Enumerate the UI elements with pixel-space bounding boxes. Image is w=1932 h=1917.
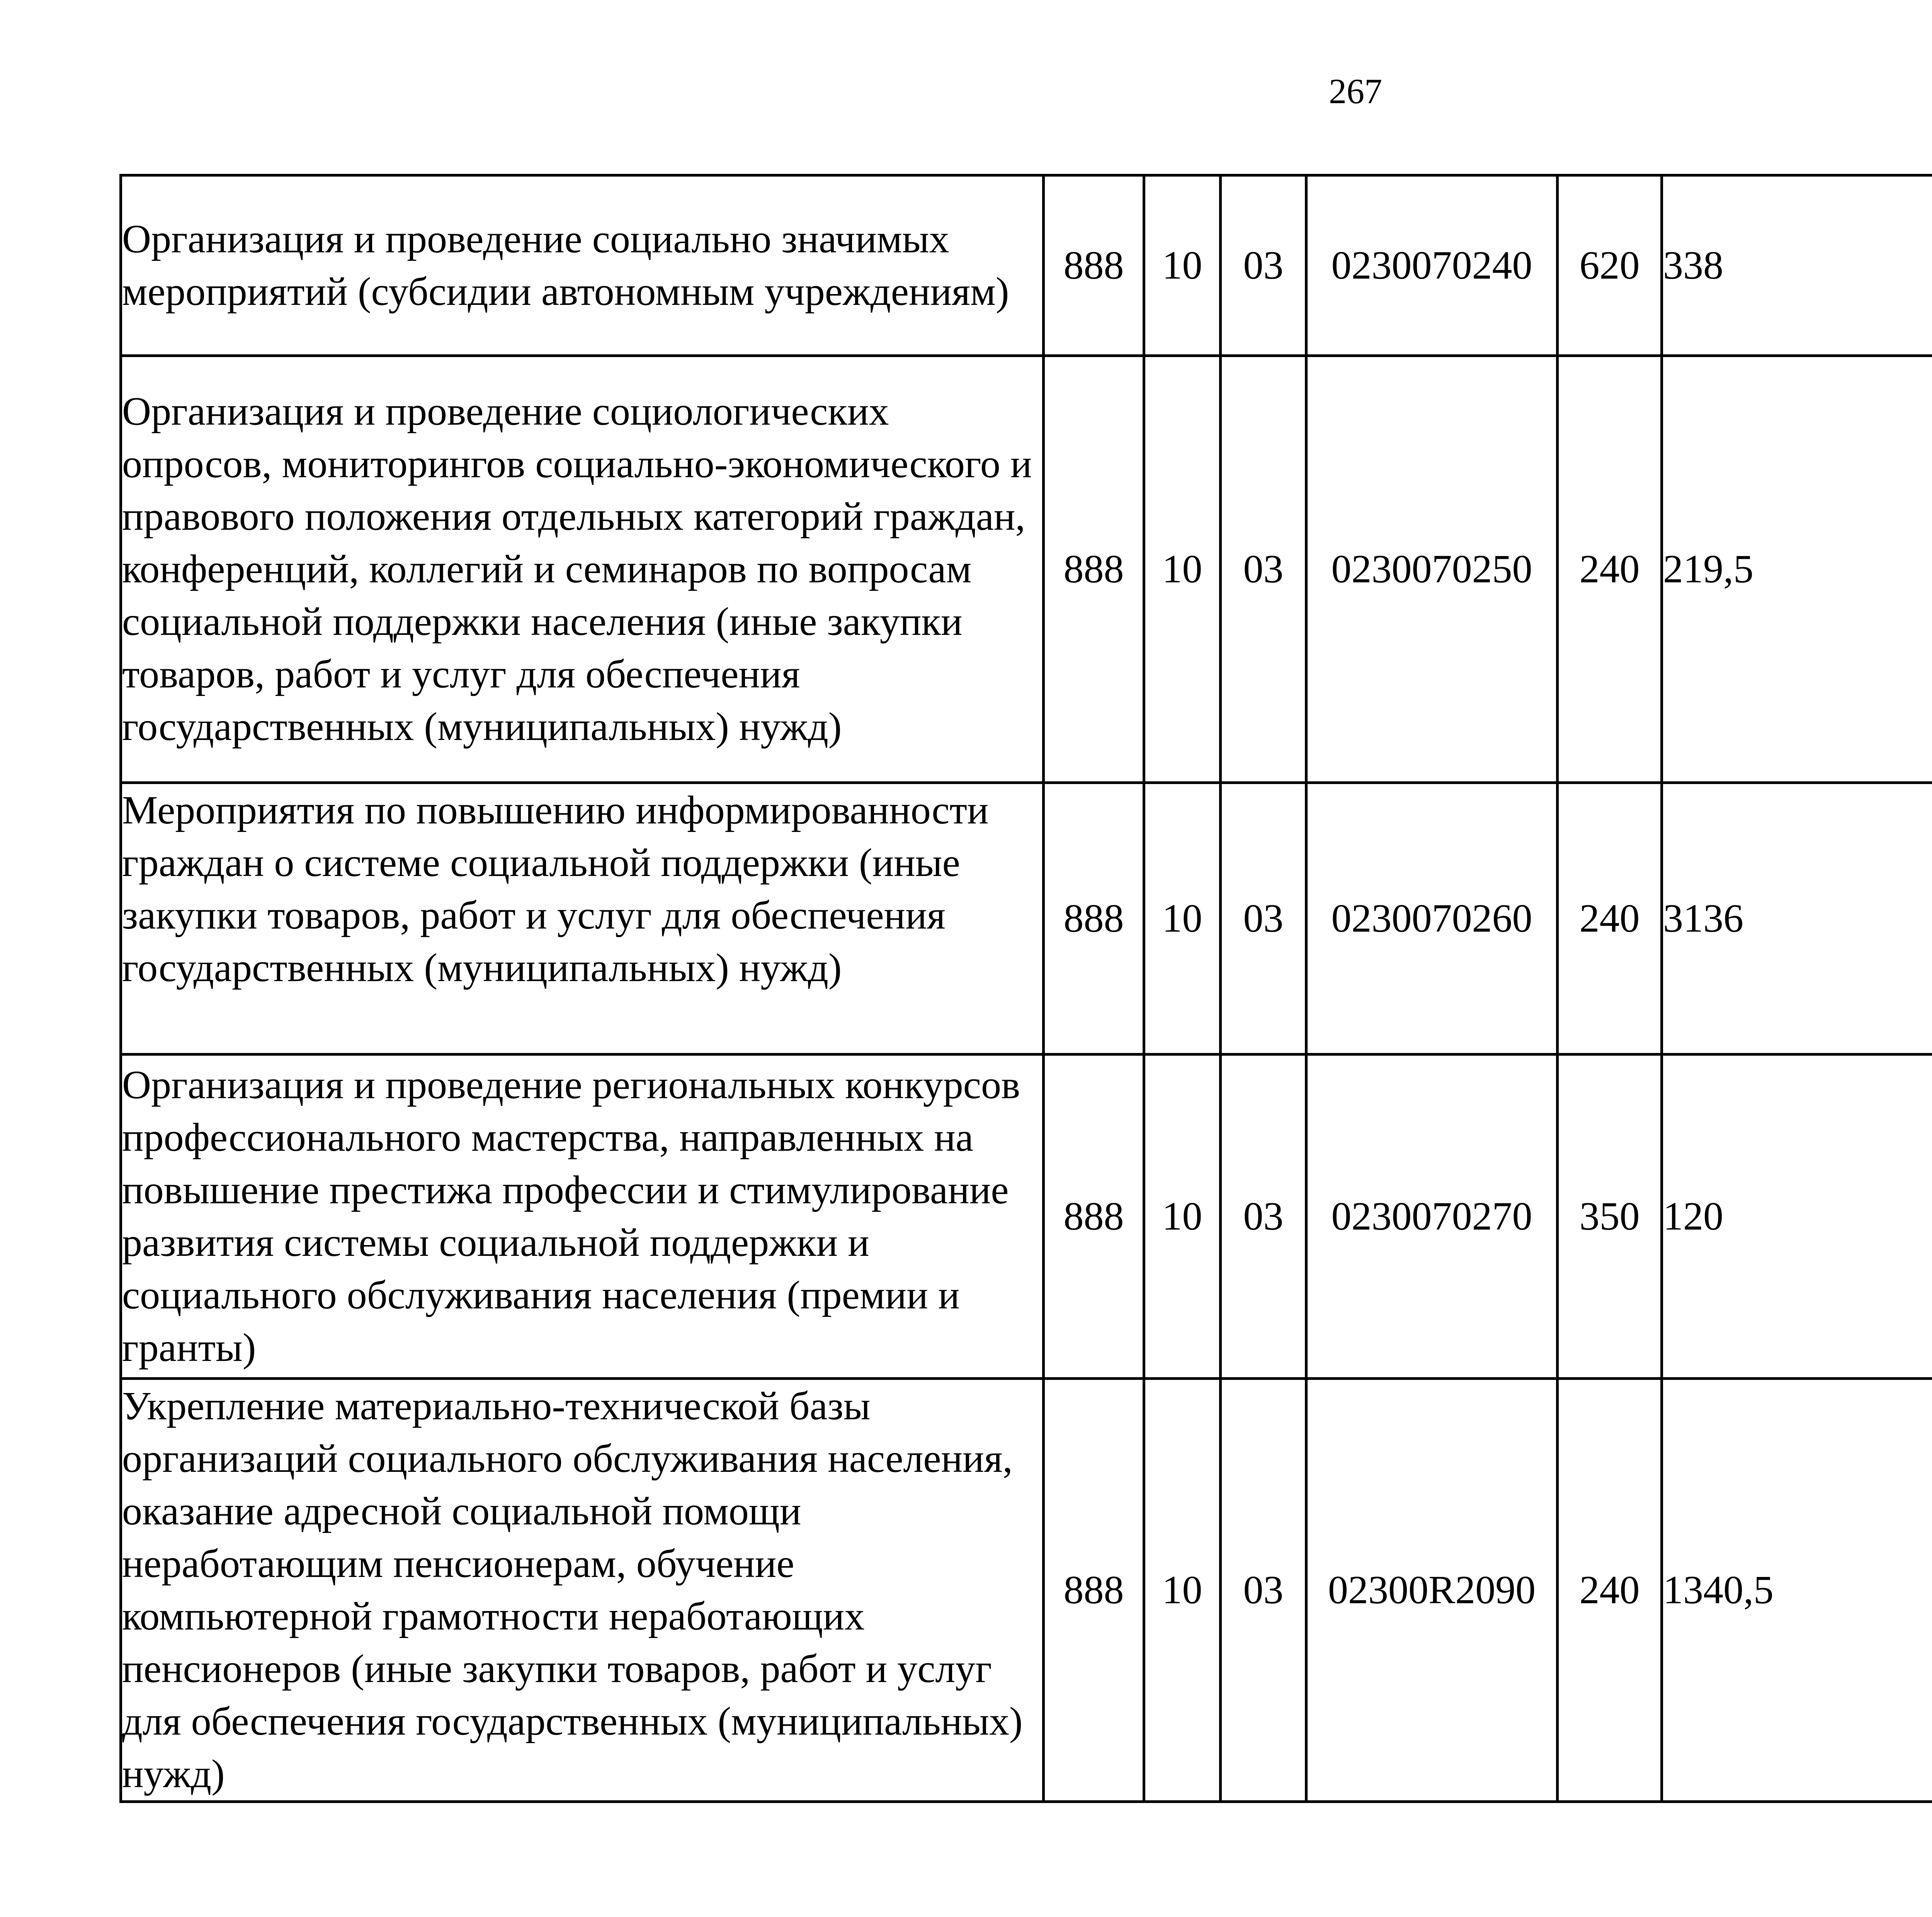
section-code: 10 (1144, 1379, 1221, 1802)
ministry-code: 888 (1044, 175, 1144, 356)
expense-type-code: 240 (1558, 783, 1662, 1055)
target-article-code: 0230070270 (1306, 1055, 1558, 1379)
section-code: 10 (1144, 175, 1221, 356)
amount-year-1: 338 (1662, 175, 1932, 356)
expense-type-code: 240 (1558, 356, 1662, 783)
target-article-code: 0230070250 (1306, 356, 1558, 783)
table-row (121, 356, 1932, 783)
subsection-code: 03 (1221, 783, 1306, 1055)
section-code: 10 (1144, 356, 1221, 783)
budget-table (119, 174, 1932, 1803)
page-number: 267 (1329, 71, 1382, 111)
ministry-code: 888 (1044, 356, 1144, 783)
expense-type-code: 350 (1558, 1055, 1662, 1379)
table-row (121, 783, 1932, 1055)
table-row (121, 175, 1932, 356)
expense-type-code: 240 (1558, 1379, 1662, 1802)
section-code: 10 (1144, 783, 1221, 1055)
row-description: Организация и проведение социально значимых мероприятий (субсидии автономным учреждениям) (121, 175, 1044, 356)
ministry-code: 888 (1044, 1055, 1144, 1379)
target-article-code: 0230070260 (1306, 783, 1558, 1055)
ministry-code: 888 (1044, 1379, 1144, 1802)
row-description: Организация и проведение социологических опросов, мониторингов социально-экономического и правового положения отдельных категорий граждан, конференций, коллегий и семинаров по вопросам социальной поддержки населения (иные закупки товаров, работ и услуг для обеспечения государственных (муниципальных) нужд) (121, 356, 1044, 783)
section-code: 10 (1144, 1055, 1221, 1379)
subsection-code: 03 (1221, 1055, 1306, 1379)
target-article-code: 0230070240 (1306, 175, 1558, 356)
expense-type-code: 620 (1558, 175, 1662, 356)
amount-year-1: 1340,5 (1662, 1379, 1932, 1802)
amount-year-1: 219,5 (1662, 356, 1932, 783)
row-description: Укрепление материально-технической базы организаций социального обслуживания населения, оказание адресной социальной помощи неработающим пенсионерам, обучение компьютерной грамотности неработающих пенсионеров (иные закупки товаров, работ и услуг для обеспечения государственных (муниципальных) нужд) (121, 1379, 1044, 1802)
row-description: Мероприятия по повышению информированности граждан о системе социальной поддержки (иные закупки товаров, работ и услуг для обеспечения государственных (муниципальных) нужд) (121, 783, 1044, 1055)
target-article-code: 02300R2090 (1306, 1379, 1558, 1802)
table-row (121, 1379, 1932, 1802)
table-row (121, 1055, 1932, 1379)
ministry-code: 888 (1044, 783, 1144, 1055)
row-description: Организация и проведение региональных конкурсов профессионального мастерства, направленных на повышение престижа профессии и стимулирование развития системы социальной поддержки и социального обслуживания населения (премии и гранты) (121, 1055, 1044, 1379)
subsection-code: 03 (1221, 1379, 1306, 1802)
amount-year-1: 120 (1662, 1055, 1932, 1379)
amount-year-1: 3136 (1662, 783, 1932, 1055)
subsection-code: 03 (1221, 356, 1306, 783)
subsection-code: 03 (1221, 175, 1306, 356)
